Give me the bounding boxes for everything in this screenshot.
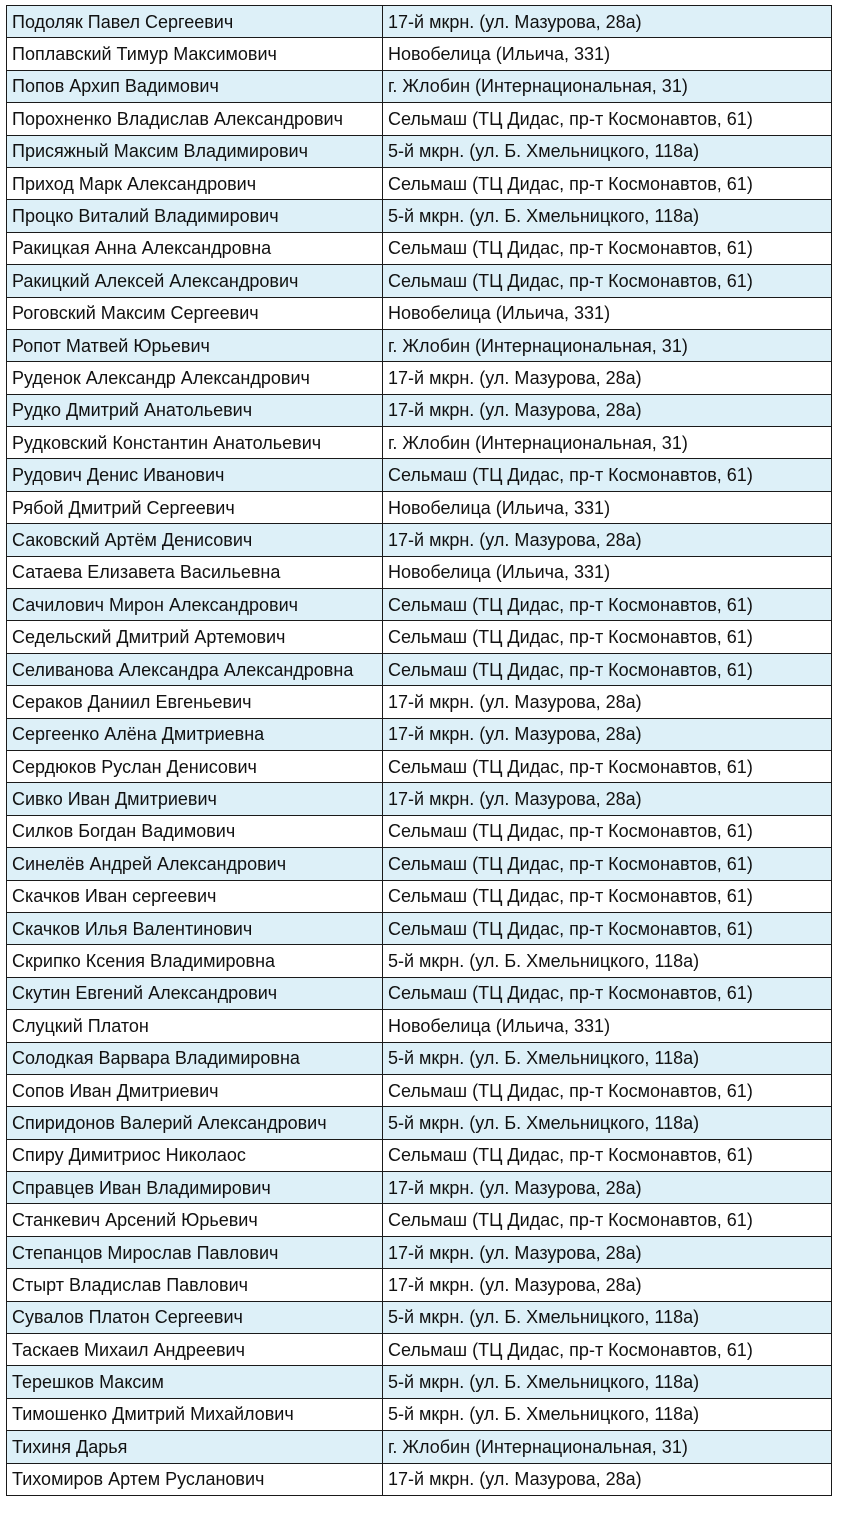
student-name-cell: Ропот Матвей Юрьевич xyxy=(7,329,383,361)
student-name-cell: Рудковский Константин Анатольевич xyxy=(7,427,383,459)
student-name-cell: Поплавский Тимур Максимович xyxy=(7,38,383,70)
table-row xyxy=(7,265,832,297)
location-cell: Сельмаш (ТЦ Дидас, пр-т Космонавтов, 61) xyxy=(383,1334,832,1366)
student-name-cell: Рябой Дмитрий Сергеевич xyxy=(7,491,383,523)
student-name-cell: Сачилович Мирон Александрович xyxy=(7,589,383,621)
location-cell: Сельмаш (ТЦ Дидас, пр-т Космонавтов, 61) xyxy=(383,750,832,782)
student-name-cell: Попов Архип Вадимович xyxy=(7,70,383,102)
location-cell: Сельмаш (ТЦ Дидас, пр-т Космонавтов, 61) xyxy=(383,1074,832,1106)
student-name-cell: Ракицкий Алексей Александрович xyxy=(7,265,383,297)
table-row xyxy=(7,912,832,944)
table-row xyxy=(7,750,832,782)
table-row xyxy=(7,6,832,38)
student-name-cell: Скачков Илья Валентинович xyxy=(7,912,383,944)
location-cell: Сельмаш (ТЦ Дидас, пр-т Космонавтов, 61) xyxy=(383,232,832,264)
location-cell: Сельмаш (ТЦ Дидас, пр-т Космонавтов, 61) xyxy=(383,459,832,491)
location-cell: 17-й мкрн. (ул. Мазурова, 28а) xyxy=(383,686,832,718)
table-row xyxy=(7,653,832,685)
registration-table xyxy=(6,5,832,1496)
location-cell: 5-й мкрн. (ул. Б. Хмельницкого, 118а) xyxy=(383,1107,832,1139)
student-name-cell: Сувалов Платон Сергеевич xyxy=(7,1301,383,1333)
table-row xyxy=(7,1172,832,1204)
student-name-cell: Справцев Иван Владимирович xyxy=(7,1172,383,1204)
student-name-cell: Процко Виталий Владимирович xyxy=(7,200,383,232)
location-cell: Сельмаш (ТЦ Дидас, пр-т Космонавтов, 61) xyxy=(383,977,832,1009)
table-row xyxy=(7,621,832,653)
table-row xyxy=(7,1398,832,1430)
student-name-cell: Сергеенко Алёна Дмитриевна xyxy=(7,718,383,750)
location-cell: 17-й мкрн. (ул. Мазурова, 28а) xyxy=(383,362,832,394)
location-cell: Новобелица (Ильича, 331) xyxy=(383,556,832,588)
student-name-cell: Скачков Иван сергеевич xyxy=(7,880,383,912)
table-row xyxy=(7,1074,832,1106)
location-cell: Сельмаш (ТЦ Дидас, пр-т Космонавтов, 61) xyxy=(383,621,832,653)
location-cell: 17-й мкрн. (ул. Мазурова, 28а) xyxy=(383,783,832,815)
table-row xyxy=(7,1269,832,1301)
location-cell: 17-й мкрн. (ул. Мазурова, 28а) xyxy=(383,1269,832,1301)
table-row xyxy=(7,167,832,199)
table-row xyxy=(7,1463,832,1495)
student-name-cell: Таскаев Михаил Андреевич xyxy=(7,1334,383,1366)
location-cell: Сельмаш (ТЦ Дидас, пр-т Космонавтов, 61) xyxy=(383,880,832,912)
table-row xyxy=(7,977,832,1009)
location-cell: Сельмаш (ТЦ Дидас, пр-т Космонавтов, 61) xyxy=(383,1139,832,1171)
table-row xyxy=(7,1042,832,1074)
table-row xyxy=(7,329,832,361)
table-row xyxy=(7,103,832,135)
table-row xyxy=(7,459,832,491)
location-cell: 5-й мкрн. (ул. Б. Хмельницкого, 118а) xyxy=(383,200,832,232)
student-name-cell: Станкевич Арсений Юрьевич xyxy=(7,1204,383,1236)
student-name-cell: Рудко Дмитрий Анатольевич xyxy=(7,394,383,426)
table-row xyxy=(7,232,832,264)
location-cell: Новобелица (Ильича, 331) xyxy=(383,297,832,329)
student-name-cell: Тимошенко Дмитрий Михайлович xyxy=(7,1398,383,1430)
table-row xyxy=(7,718,832,750)
student-name-cell: Тихиня Дарья xyxy=(7,1431,383,1463)
student-name-cell: Сивко Иван Дмитриевич xyxy=(7,783,383,815)
table-row xyxy=(7,1366,832,1398)
location-cell: 17-й мкрн. (ул. Мазурова, 28а) xyxy=(383,1236,832,1268)
location-cell: 5-й мкрн. (ул. Б. Хмельницкого, 118а) xyxy=(383,1301,832,1333)
location-cell: Сельмаш (ТЦ Дидас, пр-т Космонавтов, 61) xyxy=(383,815,832,847)
table-row xyxy=(7,589,832,621)
table-row xyxy=(7,1204,832,1236)
student-name-cell: Скрипко Ксения Владимировна xyxy=(7,945,383,977)
location-cell: Сельмаш (ТЦ Дидас, пр-т Космонавтов, 61) xyxy=(383,589,832,621)
student-name-cell: Силков Богдан Вадимович xyxy=(7,815,383,847)
location-cell: 17-й мкрн. (ул. Мазурова, 28а) xyxy=(383,718,832,750)
location-cell: 5-й мкрн. (ул. Б. Хмельницкого, 118а) xyxy=(383,1398,832,1430)
location-cell: 17-й мкрн. (ул. Мазурова, 28а) xyxy=(383,524,832,556)
location-cell: г. Жлобин (Интернациональная, 31) xyxy=(383,329,832,361)
student-name-cell: Приход Марк Александрович xyxy=(7,167,383,199)
table-row xyxy=(7,1139,832,1171)
table-row xyxy=(7,880,832,912)
location-cell: Новобелица (Ильича, 331) xyxy=(383,491,832,523)
student-name-cell: Подоляк Павел Сергеевич xyxy=(7,6,383,38)
table-body xyxy=(7,6,832,1496)
student-name-cell: Руденок Александр Александрович xyxy=(7,362,383,394)
table-row xyxy=(7,556,832,588)
table-row xyxy=(7,686,832,718)
table-row xyxy=(7,1334,832,1366)
location-cell: Сельмаш (ТЦ Дидас, пр-т Космонавтов, 61) xyxy=(383,103,832,135)
student-name-cell: Спиридонов Валерий Александрович xyxy=(7,1107,383,1139)
student-name-cell: Роговский Максим Сергеевич xyxy=(7,297,383,329)
student-name-cell: Спиру Димитриос Николаос xyxy=(7,1139,383,1171)
table-row xyxy=(7,945,832,977)
table-row xyxy=(7,297,832,329)
table-row xyxy=(7,38,832,70)
student-name-cell: Сераков Даниил Евгеньевич xyxy=(7,686,383,718)
student-name-cell: Ракицкая Анна Александровна xyxy=(7,232,383,264)
table-row xyxy=(7,70,832,102)
location-cell: г. Жлобин (Интернациональная, 31) xyxy=(383,427,832,459)
student-name-cell: Слуцкий Платон xyxy=(7,1010,383,1042)
student-name-cell: Присяжный Максим Владимирович xyxy=(7,135,383,167)
location-cell: 17-й мкрн. (ул. Мазурова, 28а) xyxy=(383,1172,832,1204)
location-cell: Сельмаш (ТЦ Дидас, пр-т Космонавтов, 61) xyxy=(383,1204,832,1236)
table-row xyxy=(7,491,832,523)
location-cell: Новобелица (Ильича, 331) xyxy=(383,1010,832,1042)
table-row xyxy=(7,394,832,426)
location-cell: г. Жлобин (Интернациональная, 31) xyxy=(383,1431,832,1463)
student-name-cell: Скутин Евгений Александрович xyxy=(7,977,383,1009)
location-cell: 5-й мкрн. (ул. Б. Хмельницкого, 118а) xyxy=(383,135,832,167)
location-cell: Сельмаш (ТЦ Дидас, пр-т Космонавтов, 61) xyxy=(383,653,832,685)
student-name-cell: Сатаева Елизавета Васильевна xyxy=(7,556,383,588)
table-row xyxy=(7,362,832,394)
student-name-cell: Саковский Артём Денисович xyxy=(7,524,383,556)
location-cell: 5-й мкрн. (ул. Б. Хмельницкого, 118а) xyxy=(383,1042,832,1074)
table-row xyxy=(7,1107,832,1139)
location-cell: Сельмаш (ТЦ Дидас, пр-т Космонавтов, 61) xyxy=(383,167,832,199)
table-row xyxy=(7,200,832,232)
student-name-cell: Тихомиров Артем Русланович xyxy=(7,1463,383,1495)
student-name-cell: Рудович Денис Иванович xyxy=(7,459,383,491)
table-row xyxy=(7,815,832,847)
location-cell: 17-й мкрн. (ул. Мазурова, 28а) xyxy=(383,1463,832,1495)
table-row xyxy=(7,1301,832,1333)
location-cell: Новобелица (Ильича, 331) xyxy=(383,38,832,70)
location-cell: 5-й мкрн. (ул. Б. Хмельницкого, 118а) xyxy=(383,945,832,977)
table-row xyxy=(7,848,832,880)
student-name-cell: Порохненко Владислав Александрович xyxy=(7,103,383,135)
student-name-cell: Седельский Дмитрий Артемович xyxy=(7,621,383,653)
location-cell: 17-й мкрн. (ул. Мазурова, 28а) xyxy=(383,6,832,38)
table-row xyxy=(7,1236,832,1268)
table-row xyxy=(7,1431,832,1463)
student-name-cell: Сердюков Руслан Денисович xyxy=(7,750,383,782)
table-row xyxy=(7,427,832,459)
student-name-cell: Степанцов Мирослав Павлович xyxy=(7,1236,383,1268)
location-cell: г. Жлобин (Интернациональная, 31) xyxy=(383,70,832,102)
student-name-cell: Сопов Иван Дмитриевич xyxy=(7,1074,383,1106)
student-name-cell: Селиванова Александра Александровна xyxy=(7,653,383,685)
table-row xyxy=(7,135,832,167)
student-name-cell: Солодкая Варвара Владимировна xyxy=(7,1042,383,1074)
location-cell: Сельмаш (ТЦ Дидас, пр-т Космонавтов, 61) xyxy=(383,265,832,297)
student-name-cell: Стырт Владислав Павлович xyxy=(7,1269,383,1301)
location-cell: Сельмаш (ТЦ Дидас, пр-т Космонавтов, 61) xyxy=(383,848,832,880)
student-name-cell: Синелёв Андрей Александрович xyxy=(7,848,383,880)
table-row xyxy=(7,1010,832,1042)
table-row xyxy=(7,783,832,815)
location-cell: 5-й мкрн. (ул. Б. Хмельницкого, 118а) xyxy=(383,1366,832,1398)
location-cell: 17-й мкрн. (ул. Мазурова, 28а) xyxy=(383,394,832,426)
table-row xyxy=(7,524,832,556)
location-cell: Сельмаш (ТЦ Дидас, пр-т Космонавтов, 61) xyxy=(383,912,832,944)
student-name-cell: Терешков Максим xyxy=(7,1366,383,1398)
